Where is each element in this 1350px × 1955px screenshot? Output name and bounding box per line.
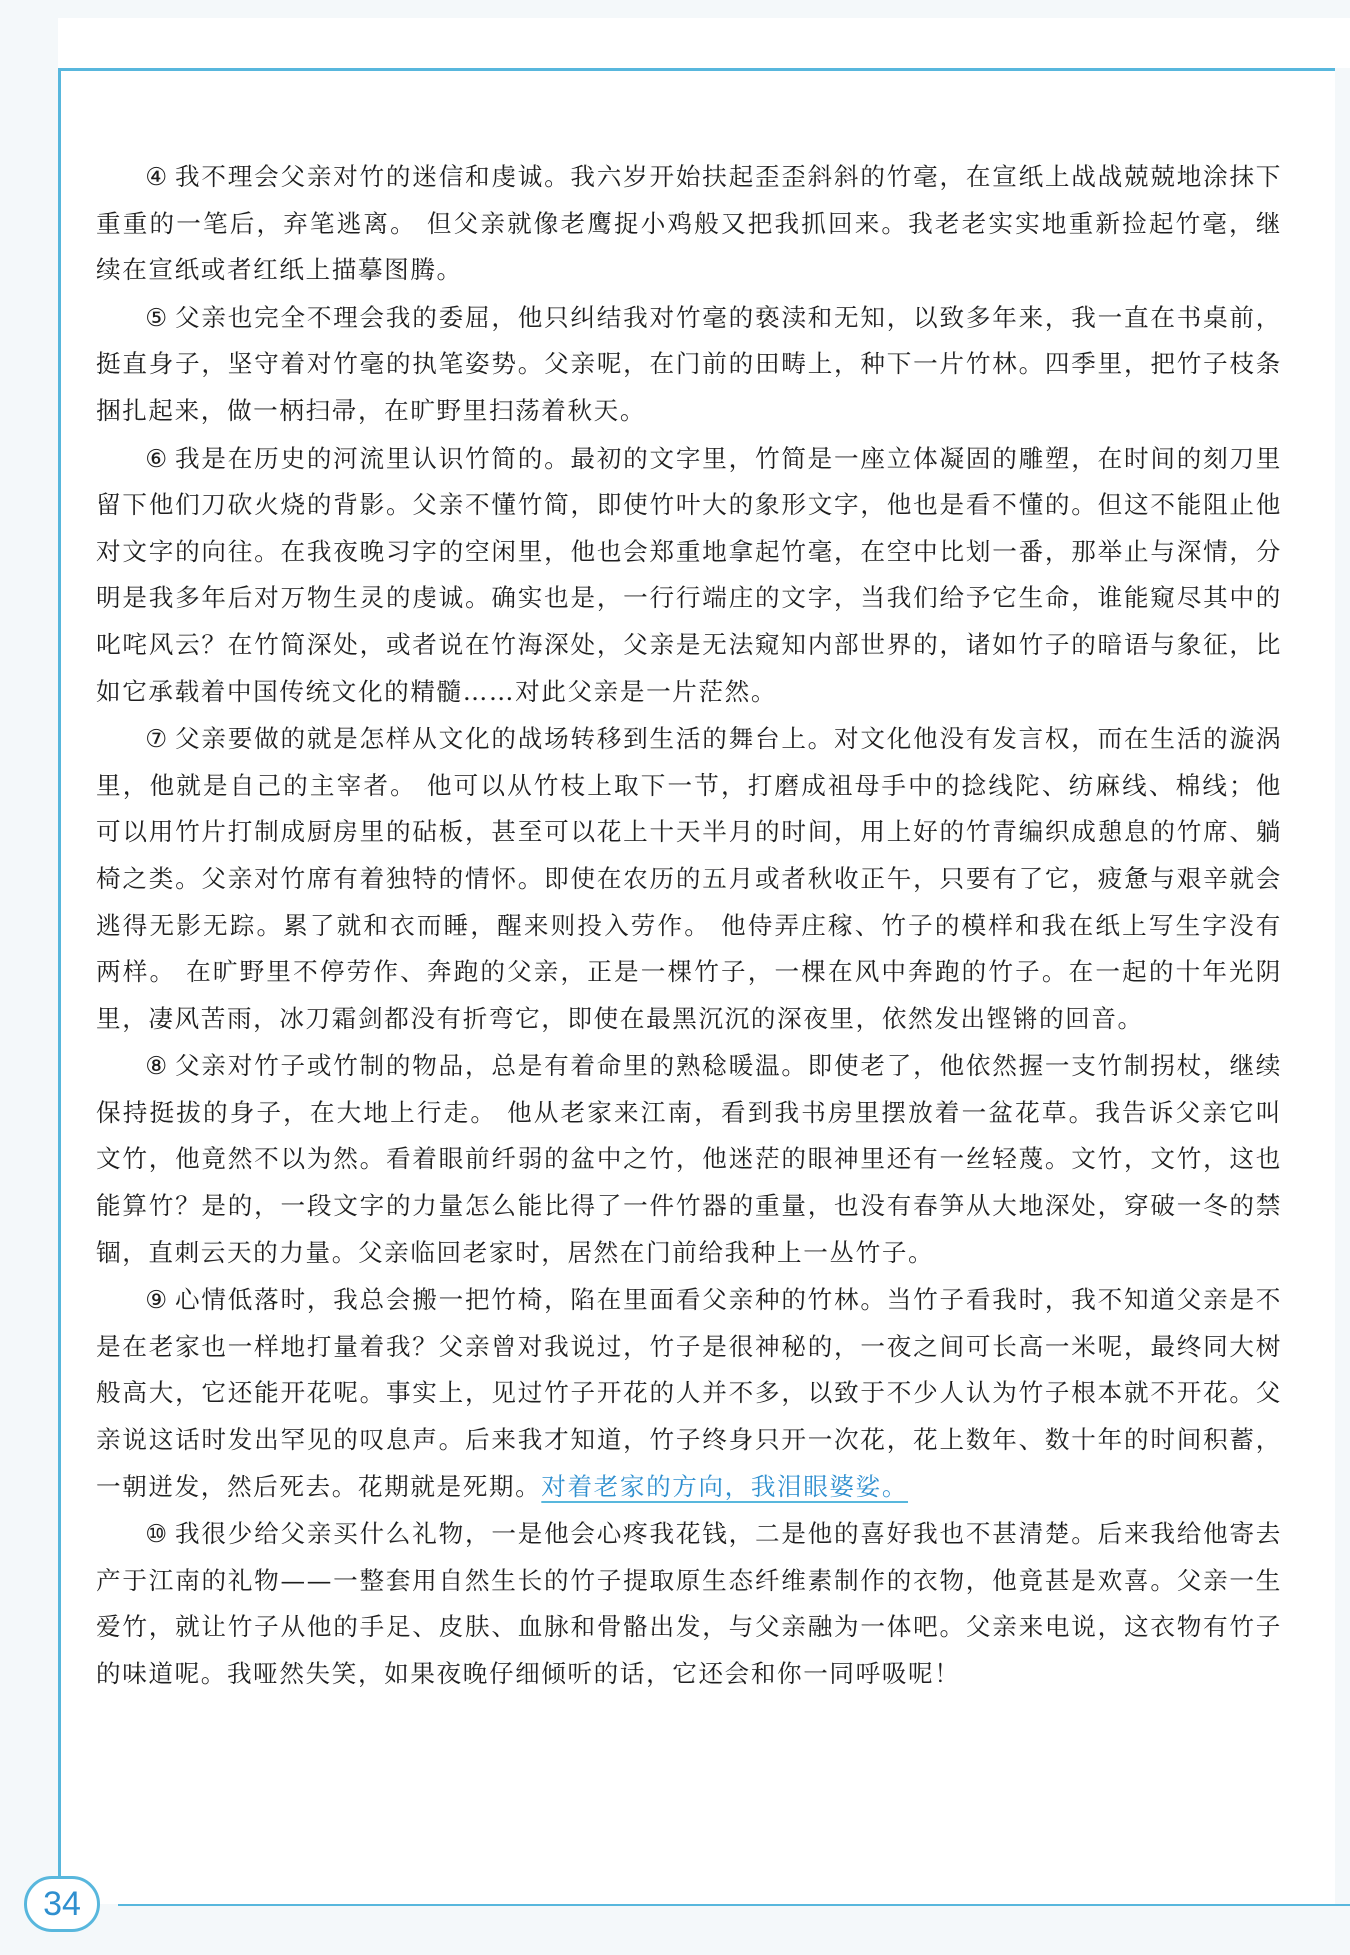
- paragraph-text: 父亲对竹子或竹制的物品，总是有着命里的熟稔暖温。即使老了，他依然握一支竹制拐杖，继续保持挺拔的身子，在大地上行走。 他从老家来江南，看到我书房里摆放着一盆花草。我告诉父亲它叫文竹，他竟然不以为然。看着眼前纤弱的盆中之竹，他迷茫的眼神里还有一丝轻蔑。文竹，文竹，这也能算竹？是的，一段文字的力量怎么能比得了一件竹器的重量，也没有春笋从大地深处，穿破一冬的禁锢，直刺云天的力量。父亲临回老家时，居然在门前给我种上一丛竹子。: [96, 1051, 1283, 1267]
- article-body: [96, 154, 1282, 1699]
- paragraph-number: ④: [145, 162, 170, 191]
- paragraph-number: ⑩: [145, 1519, 170, 1549]
- paragraph-10: [96, 1511, 1282, 1697]
- paragraph-number: ⑧: [145, 1051, 170, 1081]
- paragraph-text: 我不理会父亲对竹的迷信和虔诚。我六岁开始扶起歪歪斜斜的竹毫，在宣纸上战战兢兢地涂抹下重重的一笔后，弃笔逃离。 但父亲就像老鹰捉小鸡般又把我抓回来。我老老实实地重新捡起竹毫，继续在宣纸或者红纸上描摹图腾。: [96, 162, 1283, 285]
- paragraph-number: ⑨: [145, 1285, 170, 1315]
- paragraph-text: 父亲要做的就是怎样从文化的战场转移到生活的舞台上。对文化他没有发言权，而在生活的漩涡里，他就是自己的主宰者。 他可以从竹枝上取下一节，打磨成祖母手中的捻线陀、纺麻线、棉线；他可以用竹片打制成厨房里的砧板，甚至可以花上十天半月的时间，用上好的竹青编织成憩息的竹席、躺椅之类。父亲对竹席有着独特的情怀。即使在农历的五月或者秋收正午，只要有了它，疲惫与艰辛就会逃得无影无踪。累了就和衣而睡，醒来则投入劳作。 他侍弄庄稼、竹子的模样和我在纸上写生字没有两样。 在旷野里不停劳作、奔跑的父亲，正是一棵竹子，一棵在风中奔跑的竹子。在一起的十年光阴里，凄风苦雨，冰刀霜剑都没有折弯它，即使在最黑沉沉的深夜里，依然发出铿锵的回音。: [96, 724, 1283, 1033]
- paragraph-6: [96, 436, 1282, 716]
- top-margin: [58, 18, 1350, 68]
- paragraph-number: ⑤: [145, 302, 170, 332]
- paragraph-text: 父亲也完全不理会我的委屈，他只纠结我对竹毫的亵渎和无知，以致多年来，我一直在书桌前，挺直身子，坚守着对竹毫的执笔姿势。父亲呢，在门前的田畴上，种下一片竹林。四季里，把竹子枝条捆扎起来，做一柄扫帚，在旷野里扫荡着秋天。: [96, 302, 1283, 425]
- paragraph-4: [96, 154, 1282, 294]
- footer-rule: [118, 1904, 1350, 1906]
- paragraph-text: 心情低落时，我总会搬一把竹椅，陷在里面看父亲种的竹林。当竹子看我时，我不知道父亲是不是在老家也一样地打量着我？父亲曾对我说过，竹子是很神秘的，一夜之间可长高一米呢，最终同大树般高大，它还能开花呢。事实上，见过竹子开花的人并不多，以致于不少人认为竹子根本就不开花。父亲说这话时发出罕见的叹息声。后来我才知道，竹子终身只开一次花，花上数年、数十年的时间积蓄，一朝迸发，然后死去。花期就是死期。: [96, 1285, 1283, 1501]
- paragraph-9: [96, 1277, 1282, 1510]
- paragraph-number: ⑥: [145, 443, 170, 473]
- paragraph-text: 我是在历史的河流里认识竹简的。最初的文字里，竹简是一座立体凝固的雕塑，在时间的刻刀里留下他们刀砍火烧的背影。父亲不懂竹简，即使竹叶大的象形文字，他也是看不懂的。但这不能阻止他对文字的向往。在我夜晚习字的空闲里，他也会郑重地拿起竹毫，在空中比划一番，那举止与深情，分明是我多年后对万物生灵的虔诚。确实也是，一行行端庄的文字，当我们给予它生命，谁能窥尽其中的叱咤风云？在竹简深处，或者说在竹海深处，父亲是无法窥知内部世界的，诸如竹子的暗语与象征，比如它承载着中国传统文化的精髓……对此父亲是一片茫然。: [96, 443, 1283, 706]
- page-number: 34: [43, 1884, 81, 1923]
- paragraph-text: 我很少给父亲买什么礼物，一是他会心疼我花钱，二是他的喜好我也不甚清楚。后来我给他寄去产于江南的礼物——一整套用自然生长的竹子提取原生态纤维素制作的衣物，他竟甚是欢喜。父亲一生爱竹，就让竹子从他的手足、皮肤、血脉和骨骼出发，与父亲融为一体吧。父亲来电说，这衣物有竹子的味道呢。我哑然失笑，如果夜晚仔细倾听的话，它还会和你一同呼吸呢！: [96, 1519, 1283, 1688]
- paragraph-8: [96, 1043, 1282, 1276]
- underlined-sentence: 对着老家的方向，我泪眼婆娑。: [541, 1471, 909, 1501]
- paragraph-5: [96, 295, 1282, 435]
- paragraph-7: [96, 716, 1282, 1042]
- page-number-badge: [24, 1876, 100, 1932]
- paragraph-number: ⑦: [145, 724, 170, 754]
